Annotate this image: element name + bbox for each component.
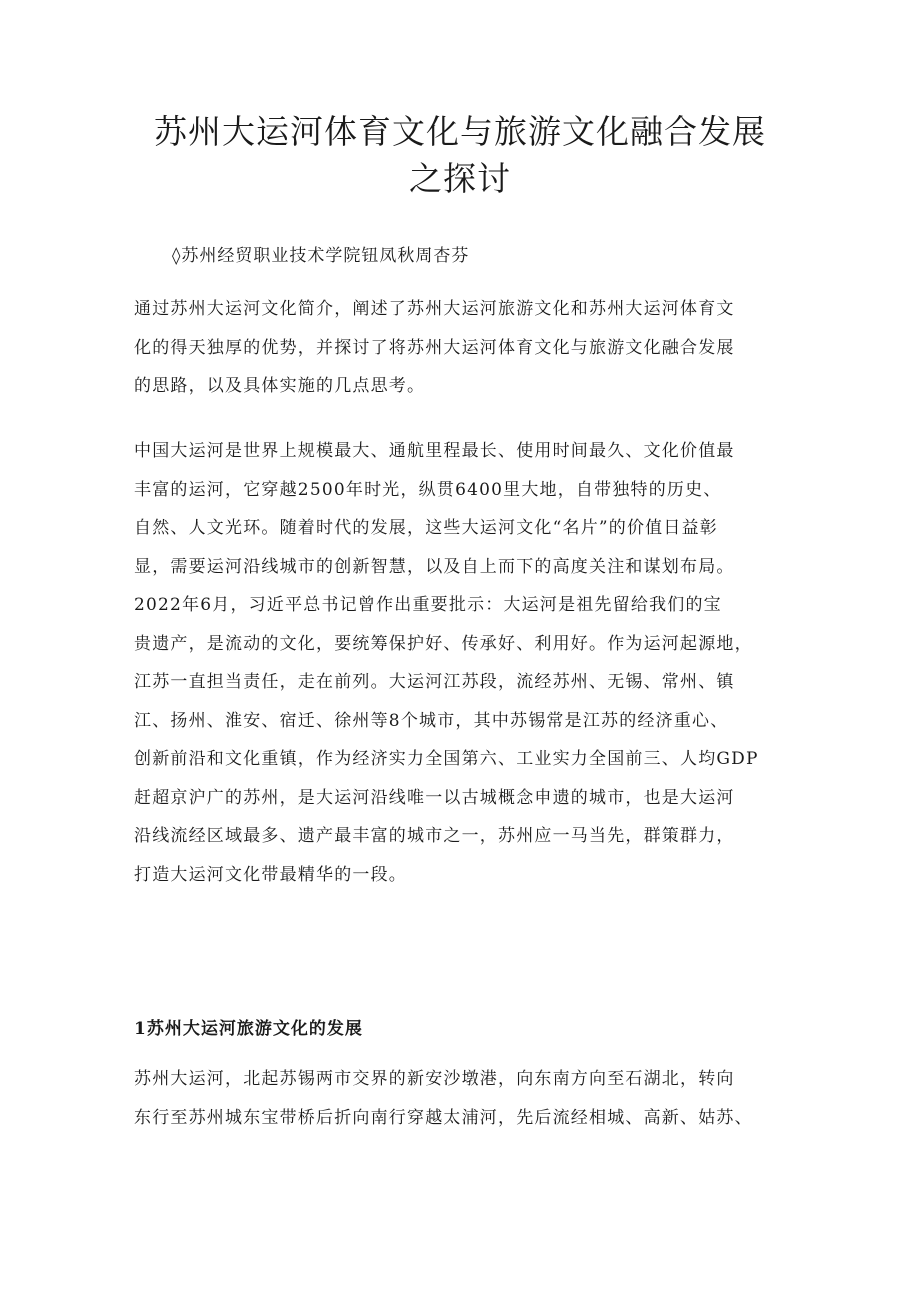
intro-line: 贵遗产，是流动的文化，要统筹保护好、传承好、利用好。作为运河起源地，: [134, 633, 753, 654]
intro-line: 丰富的运河，它穿越2500年时光，纵贯6400里大地，自带独特的历史、: [134, 479, 722, 500]
document-title-line-1: 苏州大运河体育文化与旅游文化融合发展: [154, 112, 766, 151]
section-1-line: 东行至苏州城东宝带桥后折向南行穿越太浦河，先后流经相城、高新、姑苏、: [134, 1107, 753, 1128]
abstract-paragraph: [134, 290, 794, 406]
intro-line: 打造大运河文化带最精华的一段。: [134, 864, 407, 885]
abstract-line: 化的得天独厚的优势，并探讨了将苏州大运河体育文化与旅游文化融合发展: [134, 337, 735, 358]
intro-line: 中国大运河是世界上规模最大、通航里程最长、使用时间最久、文化价值最: [134, 441, 735, 461]
intro-line: 江苏一直担当责任，走在前列。大运河江苏段，流经苏州、无锡、常州、镇: [134, 672, 735, 692]
intro-line: 江、扬州、淮安、宿迁、徐州等8个城市，其中苏锡常是江苏的经济重心、: [134, 710, 729, 731]
intro-line: 显，需要运河沿线城市的创新智慧，以及自上而下的高度关注和谋划布局。: [134, 556, 735, 577]
intro-line: 自然、人文光环。随着时代的发展，这些大运河文化“名片”的价值日益彰: [134, 518, 718, 538]
document-title-line-2: 之探讨: [409, 159, 511, 198]
intro-line: 2022年6月，习近平总书记曾作出重要批示：大运河是祖先留给我们的宝: [134, 595, 722, 615]
section-1-line: 苏州大运河，北起苏锡两市交界的新安沙墩港，向东南方向至石湖北，转向: [134, 1069, 735, 1089]
intro-paragraph: [134, 432, 794, 894]
section-1-paragraph: [134, 1060, 794, 1137]
intro-line: 沿线流经区域最多、遗产最丰富的城市之一，苏州应一马当先，群策群力，: [134, 826, 735, 846]
abstract-line: 的思路，以及具体实施的几点思考。: [134, 376, 426, 396]
abstract-line: 通过苏州大运河文化简介，阐述了苏州大运河旅游文化和苏州大运河体育文: [134, 299, 735, 319]
author-line: ◊苏州经贸职业技术学院钮凤秋周杏芬: [172, 246, 470, 266]
intro-line: 创新前沿和文化重镇，作为经济实力全国第六、工业实力全国前三、人均GDP: [134, 749, 759, 769]
section-1-heading: 1苏州大运河旅游文化的发展: [134, 1019, 363, 1039]
intro-line: 赶超京沪广的苏州，是大运河沿线唯一以古城概念申遗的城市，也是大运河: [134, 787, 735, 808]
